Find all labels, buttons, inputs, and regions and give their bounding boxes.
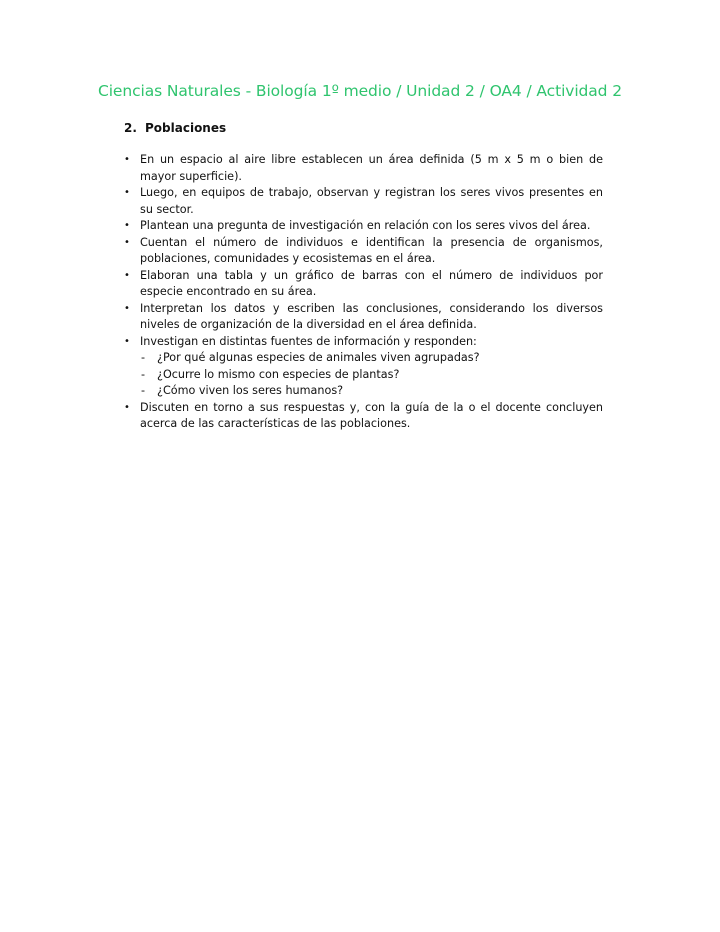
sub-list-item-text: ¿Por qué algunas especies de animales viven agrupadas? <box>157 351 480 364</box>
page-header-breadcrumb: Ciencias Naturales - Biología 1º medio / Unidad 2 / OA4 / Actividad 2 <box>97 82 623 100</box>
bullet-icon: • <box>124 401 130 413</box>
list-item-text: Cuentan el número de individuos e identifican la presencia de organismos, poblaciones, comunidades y ecosistemas en el área. <box>140 235 603 265</box>
bullet-icon: • <box>124 187 130 198</box>
sub-list-item-text: ¿Cómo viven los seres humanos? <box>157 384 344 397</box>
list-item <box>124 218 603 235</box>
list-item <box>124 334 603 400</box>
list-item-text: Elaboran una tabla y un gráfico de barras con el número de individuos por especie encontrado en su área. <box>140 268 603 298</box>
list-item <box>124 301 603 334</box>
research-questions-list <box>140 350 603 400</box>
list-item <box>124 152 603 185</box>
list-item-text: Luego, en equipos de trabajo, observan y registran los seres vivos presentes en su sector. <box>140 186 603 216</box>
activity-steps-list <box>124 152 603 433</box>
dash-icon: - <box>141 367 146 381</box>
sub-list-item <box>140 383 603 400</box>
bullet-icon: • <box>124 154 130 165</box>
list-item <box>124 185 603 218</box>
list-item-text: Plantean una pregunta de investigación en relación con los seres vivos del área. <box>140 219 591 232</box>
bullet-icon: • <box>124 220 130 231</box>
section-heading <box>124 121 226 135</box>
dash-icon: - <box>141 351 146 364</box>
sub-list-item <box>140 350 603 367</box>
list-item <box>124 235 603 268</box>
bullet-icon: • <box>124 302 130 314</box>
sub-list-item <box>140 367 603 384</box>
bullet-icon: • <box>124 236 130 248</box>
list-item-text: Interpretan los datos y escriben las conclusiones, considerando los diversos niveles de organización de la diversidad en el área definida. <box>140 301 603 331</box>
list-item-text: Investigan en distintas fuentes de información y responden: <box>140 334 477 348</box>
dash-icon: - <box>141 384 146 397</box>
list-item-text: Discuten en torno a sus respuestas y, con la guía de la o el docente concluyen acerca de las características de las poblaciones. <box>140 400 603 430</box>
section-title: Poblaciones <box>145 121 227 135</box>
list-item <box>124 400 603 433</box>
bullet-icon: • <box>124 335 130 347</box>
section-number: 2. <box>124 121 137 135</box>
sub-list-item-text: ¿Ocurre lo mismo con especies de plantas? <box>157 367 400 381</box>
list-item-text: En un espacio al aire libre establecen un área definida (5 m x 5 m o bien de mayor superficie). <box>140 153 603 183</box>
list-item <box>124 268 603 301</box>
bullet-icon: • <box>124 269 130 281</box>
